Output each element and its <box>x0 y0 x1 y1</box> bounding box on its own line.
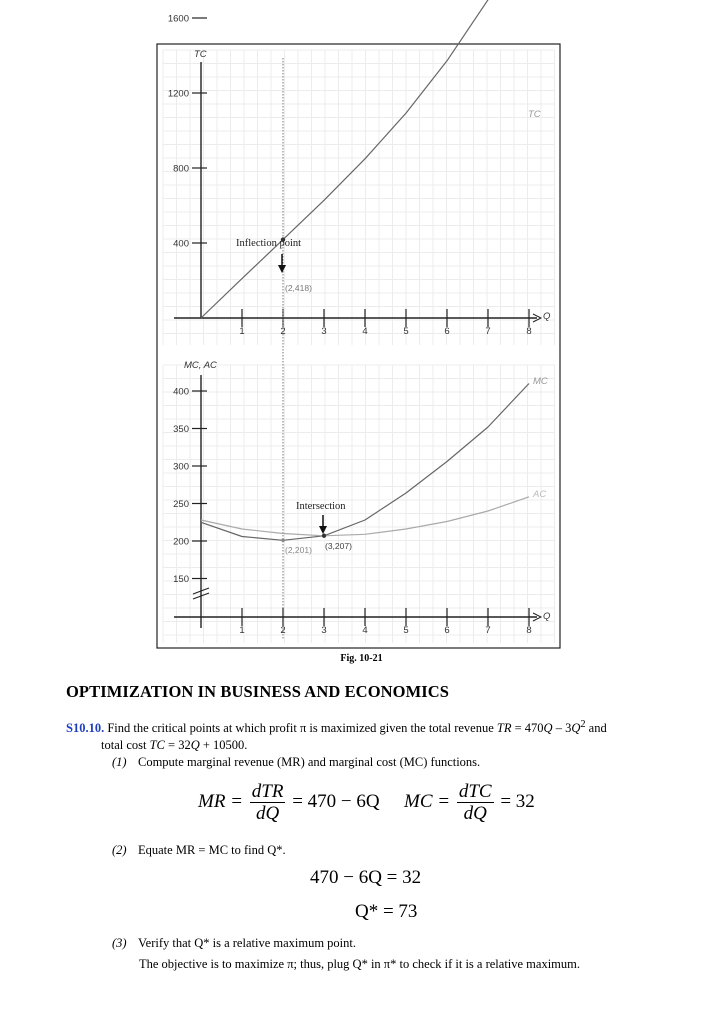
tc-curve-label: TC <box>528 109 541 120</box>
x-tick-label: 4 <box>362 625 368 636</box>
x-tick-label: 6 <box>444 625 450 636</box>
top-x-axis-label: Q <box>543 311 551 322</box>
x-tick-label: 8 <box>526 625 532 636</box>
x-tick-label: 7 <box>485 625 491 636</box>
y-tick-label: 250 <box>173 499 189 510</box>
mc-minimum-marker <box>281 538 285 542</box>
intersection-label: (3,207) <box>325 541 352 551</box>
y-tick-label: 300 <box>173 461 189 473</box>
section-title: OPTIMIZATION IN BUSINESS AND ECONOMICS <box>66 682 450 701</box>
problem-statement: S10.10. Find the critical points at which profit π is maximized given the total revenue TR = $470Q - 3Q^2$ and total cost TC = 32Q + 10500. <box>66 719 607 753</box>
top-y-axis-label: TC <box>194 49 207 60</box>
x-tick-label: 8 <box>526 326 532 337</box>
x-tick-label: 2 <box>280 326 286 337</box>
mc-curve-label: MC <box>533 376 548 387</box>
mc-minimum-label: (2,201) <box>285 545 312 555</box>
equation-q-star: Q* = 73 <box>355 901 418 922</box>
x-tick-label: 1 <box>239 625 245 636</box>
x-tick-label: 7 <box>485 326 491 337</box>
bottom-y-axis-label: MC, AC <box>184 360 217 371</box>
ac-curve-label: AC <box>533 489 547 500</box>
x-tick-label: 5 <box>403 625 409 636</box>
equation-mr: MR = $\frac{\text{dTR}}{dQ}$ = 470 − 6Q <box>198 781 380 824</box>
inflection-point-label: (2,418) <box>285 283 312 293</box>
intersection-annotation: Intersection <box>296 501 346 512</box>
step-1: (1) Compute marginal revenue (MR) and marginal cost (MC) functions. <box>112 755 481 769</box>
equation-mc: MC = $\frac{\text{dTC}}{dQ}$ = 32 <box>404 781 535 824</box>
x-tick-label: 6 <box>444 326 450 337</box>
x-tick-label: 3 <box>321 625 327 636</box>
x-tick-label: 5 <box>403 326 409 337</box>
bottom-x-axis-label: Q <box>543 611 551 622</box>
figure-caption: Fig. 10-21 <box>340 653 383 664</box>
step-3-note: The objective is to maximize π; thus, plug Q* in π* to check if it is a relative maximum. <box>139 957 580 971</box>
y-tick-label: 1200 <box>167 88 189 100</box>
x-tick-label: 2 <box>280 625 286 636</box>
intersection-marker <box>322 534 326 538</box>
x-tick-label: 4 <box>362 326 368 337</box>
y-tick-label: 150 <box>173 574 189 585</box>
x-tick-label: 1 <box>239 326 245 337</box>
y-tick-label: 200 <box>173 536 189 548</box>
step-2: (2) Equate MR = MC to find Q*. <box>112 843 286 857</box>
y-tick-label: 800 <box>173 163 189 175</box>
equation-mr-equals-mc: 470 − 6Q = 32 <box>310 867 422 888</box>
x-tick-label: 3 <box>321 326 327 337</box>
y-tick-label: 350 <box>173 424 189 435</box>
step-3: (3) Verify that Q* is a relative maximum point. <box>112 936 357 950</box>
y-tick-label: 1600 <box>167 13 189 25</box>
inflection-annotation: Inflection point <box>236 238 302 249</box>
problem-number: S10.10. <box>66 721 105 736</box>
y-tick-label: 400 <box>173 386 189 398</box>
y-tick-label: 400 <box>173 238 189 250</box>
